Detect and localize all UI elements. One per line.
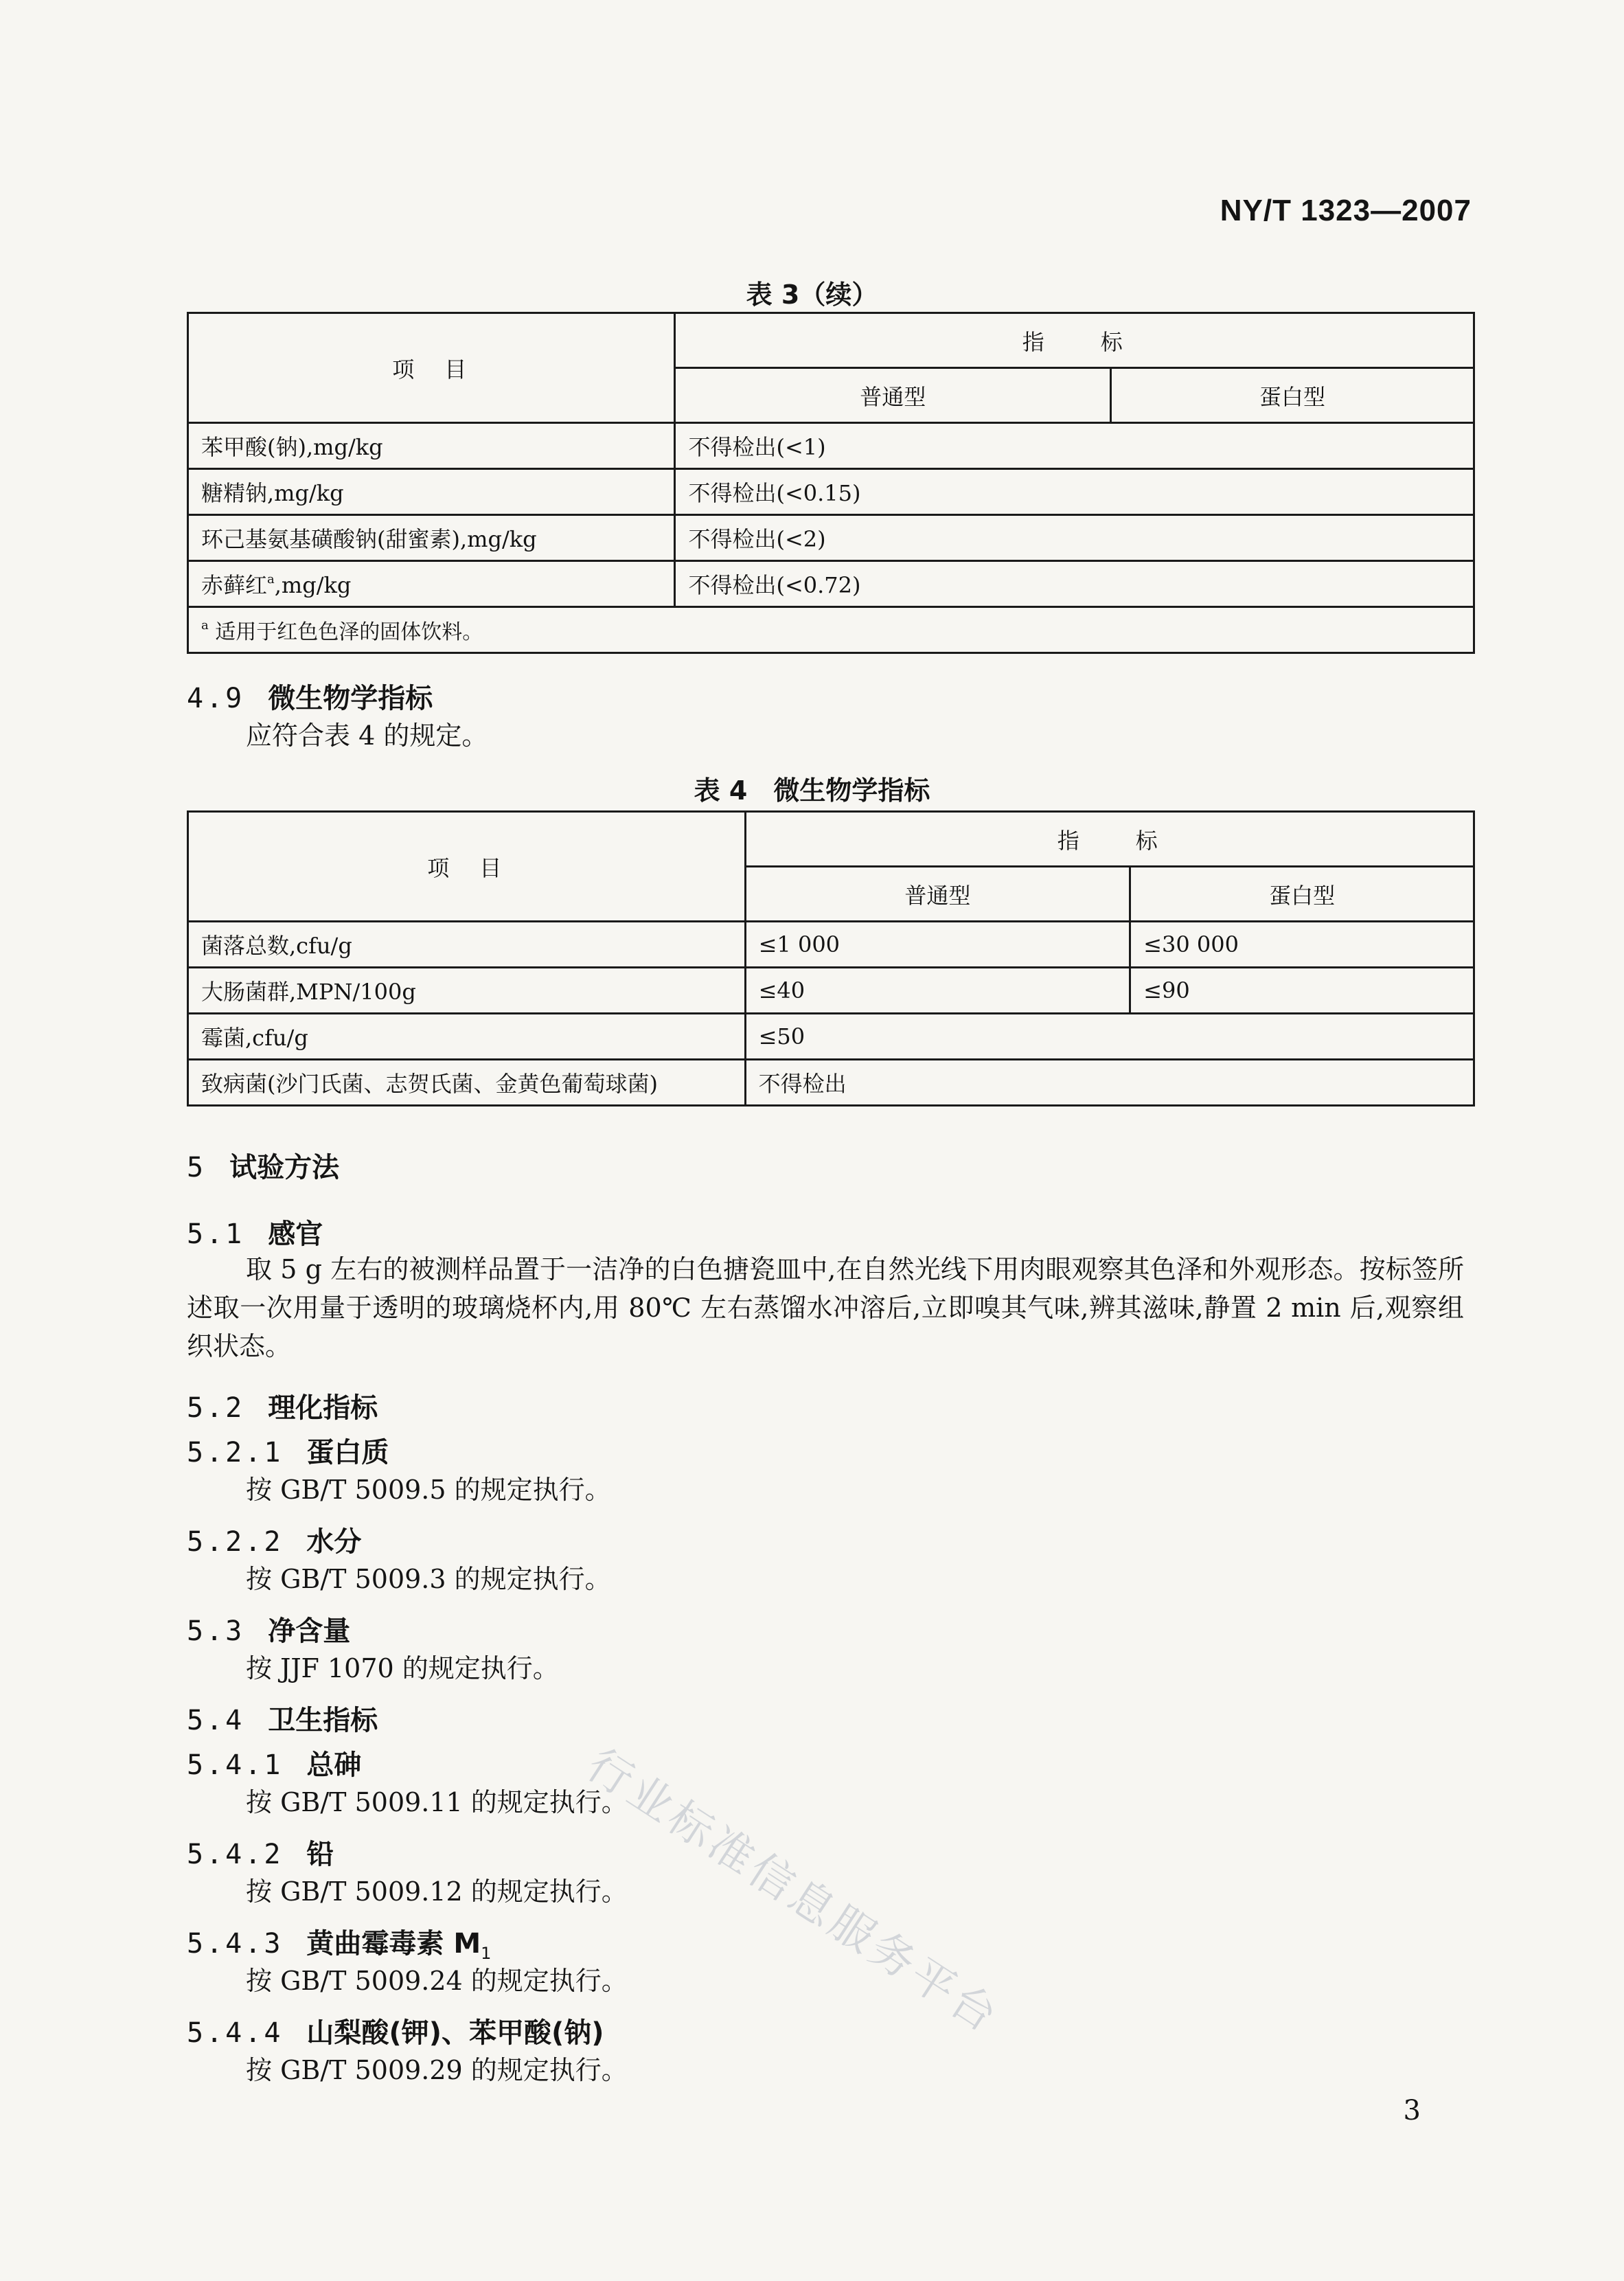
table4-item: 霉菌,cfu/g xyxy=(188,1014,746,1060)
table4-value: ≤50 xyxy=(745,1014,1474,1060)
section-title: 卫生指标 xyxy=(268,1705,378,1736)
table3-header-item: 项 目 xyxy=(188,313,675,423)
section-title: 微生物学指标 xyxy=(268,683,433,714)
section-paragraph: 取 5 g 左右的被测样品置于一洁净的白色搪瓷皿中,在自然光线下用肉眼观察其色泽和外观形态。按标签所述取一次用量于透明的玻璃烧杯内,用 80℃ 左右蒸馏水冲溶后,立即嗅其气味,辨其滋味,静置 2 min 后,观察组织状态。 xyxy=(187,1254,1464,1361)
table-row xyxy=(188,423,1474,469)
footnote-marker: a xyxy=(201,618,209,633)
section-text: 按 GB/T 5009.12 的规定执行。 xyxy=(246,1876,628,1907)
section-heading xyxy=(187,1832,334,1872)
table3-value: 不得检出(<0.15) xyxy=(675,469,1474,515)
section-heading xyxy=(187,1743,361,1782)
table-footnote-row xyxy=(188,607,1474,653)
section-heading xyxy=(187,1520,361,1559)
table3-item-unit: ,mg/kg xyxy=(274,572,352,598)
section-number: 5.1 xyxy=(187,1218,245,1250)
table4-item: 致病菌(沙门氏菌、志贺氏菌、金黄色葡萄球菌) xyxy=(188,1060,746,1106)
section-title: 理化指标 xyxy=(268,1392,378,1424)
section-heading xyxy=(187,1146,339,1185)
page-number: 3 xyxy=(1403,2095,1421,2126)
table3-footnote xyxy=(188,607,1474,653)
standard-code: NY/T 1323—2007 xyxy=(1220,194,1472,227)
table3-title: 表 3（续） xyxy=(746,280,878,310)
section-number: 4.9 xyxy=(187,683,245,714)
section-number: 5.4.3 xyxy=(187,1928,284,1960)
table4-header-protein: 蛋白型 xyxy=(1130,867,1474,922)
section-number: 5.2 xyxy=(187,1392,245,1424)
table-row xyxy=(188,469,1474,515)
table3 xyxy=(187,312,1475,654)
table3-item xyxy=(188,561,675,607)
section-title-subscript: 1 xyxy=(481,1944,492,1963)
section-title: 试验方法 xyxy=(229,1152,340,1183)
table3-header-protein: 蛋白型 xyxy=(1111,368,1474,423)
section-title: 蛋白质 xyxy=(306,1437,389,1468)
section-heading xyxy=(187,1609,350,1648)
table3-value: 不得检出(<0.72) xyxy=(675,561,1474,607)
table3-value: 不得检出(<2) xyxy=(675,515,1474,561)
table4-protein: ≤90 xyxy=(1130,968,1474,1014)
table3-item: 糖精钠,mg/kg xyxy=(188,469,675,515)
section-text: 按 JJF 1070 的规定执行。 xyxy=(246,1653,559,1683)
table4-header-index: 指 标 xyxy=(745,812,1474,867)
table4-value: 不得检出 xyxy=(745,1060,1474,1106)
section-heading xyxy=(187,1431,389,1470)
table4-item: 菌落总数,cfu/g xyxy=(188,922,746,968)
section-text: 应符合表 4 的规定。 xyxy=(246,720,488,751)
table4-item: 大肠菌群,MPN/100g xyxy=(188,968,746,1014)
section-number: 5.2.1 xyxy=(187,1437,284,1468)
section-text: 按 GB/T 5009.3 的规定执行。 xyxy=(246,1564,611,1594)
section-heading xyxy=(187,677,433,716)
table3-item-name: 赤藓红 xyxy=(201,572,268,598)
table4-header-normal: 普通型 xyxy=(745,867,1130,922)
table4-normal: ≤40 xyxy=(745,968,1130,1014)
section-number: 5 xyxy=(187,1152,207,1183)
section-title: 水分 xyxy=(306,1526,362,1558)
table-row xyxy=(188,561,1474,607)
section-title: 山梨酸(钾)、苯甲酸(钠) xyxy=(306,2017,604,2049)
table3-value: 不得检出(<1) xyxy=(675,423,1474,469)
footnote-marker: a xyxy=(267,572,275,587)
table4-normal: ≤1 000 xyxy=(745,922,1130,968)
table-row xyxy=(188,1060,1474,1106)
table3-item: 苯甲酸(钠),mg/kg xyxy=(188,423,675,469)
section-title: 感官 xyxy=(268,1218,323,1250)
section-text: 按 GB/T 5009.5 的规定执行。 xyxy=(246,1475,611,1505)
section-number: 5.4 xyxy=(187,1705,245,1736)
section-heading xyxy=(187,1699,378,1738)
section-heading xyxy=(187,1212,323,1251)
section-title: 净含量 xyxy=(268,1615,351,1647)
table3-header-normal: 普通型 xyxy=(675,368,1111,423)
section-number: 5.2.2 xyxy=(187,1526,284,1558)
table3-item: 环己基氨基磺酸钠(甜蜜素),mg/kg xyxy=(188,515,675,561)
section-number: 5.3 xyxy=(187,1615,245,1647)
watermark: 行业标准信息服务平台 xyxy=(577,1739,1009,2044)
section-number: 5.4.4 xyxy=(187,2017,284,2049)
table4 xyxy=(187,810,1475,1107)
section-number: 5.4.2 xyxy=(187,1839,284,1870)
section-text: 按 GB/T 5009.24 的规定执行。 xyxy=(246,1966,628,1996)
table4-title: 表 4 微生物学指标 xyxy=(694,775,930,806)
table-row xyxy=(188,922,1474,968)
section-title: 铅 xyxy=(306,1839,334,1870)
table4-protein: ≤30 000 xyxy=(1130,922,1474,968)
section-heading xyxy=(187,1922,491,1963)
table3-header-index: 指 标 xyxy=(675,313,1474,368)
section-title: 总砷 xyxy=(306,1749,362,1781)
table-row xyxy=(188,515,1474,561)
section-number: 5.4.1 xyxy=(187,1749,284,1781)
section-heading xyxy=(187,2011,604,2050)
section-text: 按 GB/T 5009.29 的规定执行。 xyxy=(246,2055,628,2085)
table4-header-item: 项 目 xyxy=(188,812,746,922)
section-text: 按 GB/T 5009.11 的规定执行。 xyxy=(246,1787,628,1817)
table-row xyxy=(188,1014,1474,1060)
footnote-text: 适用于红色色泽的固体饮料。 xyxy=(215,620,483,644)
table-row xyxy=(188,968,1474,1014)
section-title: 黄曲霉毒素 M xyxy=(306,1928,481,1960)
section-heading xyxy=(187,1386,378,1425)
